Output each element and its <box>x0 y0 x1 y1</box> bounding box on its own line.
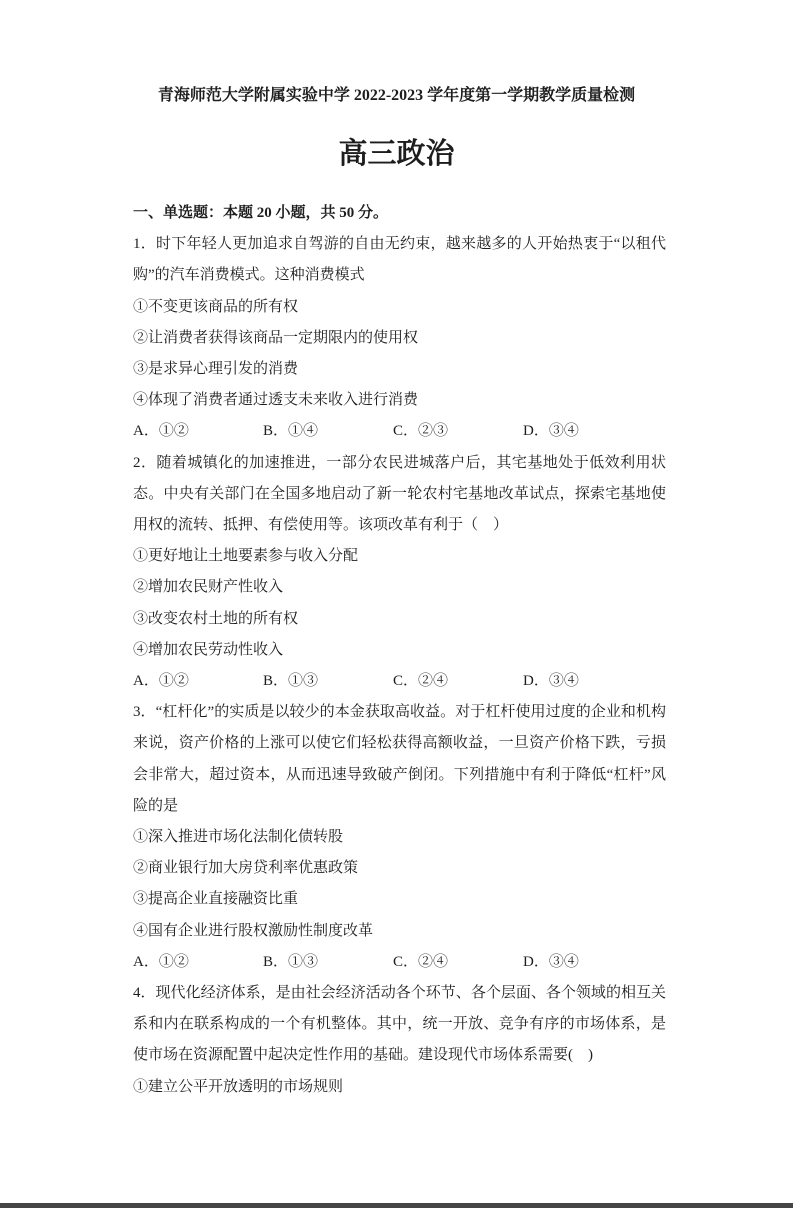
question-2-option-d: D．③④ <box>523 673 579 690</box>
question-3-option-d: D．③④ <box>523 953 579 970</box>
section-header: 一、单选题：本题 20 小题，共 50 分。 <box>133 205 389 221</box>
school-header: 青海师范大学附属实验中学 2022-2023 学年度第一学期教学质量检测 <box>157 87 636 104</box>
question-1-option-a: A．①② <box>133 423 189 440</box>
question-1 <box>133 229 666 447</box>
question-2-item-1: ①更好地让土地要素参与收入分配 <box>133 548 359 565</box>
question-1-option-c: C．②③ <box>393 423 449 440</box>
exam-title: 高三政治 <box>338 138 455 170</box>
question-1-option-b: B．①④ <box>263 423 319 440</box>
question-2 <box>133 448 666 698</box>
page-boundary-bar <box>0 1203 793 1208</box>
question-3-option-a: A．①② <box>133 953 189 970</box>
question-2-options <box>133 666 666 697</box>
question-1-item-2: ②让消费者获得该商品一定期限内的使用权 <box>133 329 419 346</box>
question-3-item-3: ③提高企业直接融资比重 <box>133 891 299 908</box>
question-3-option-b: B．①③ <box>263 953 319 970</box>
question-4-item-1: ①建立公平开放透明的市场规则 <box>133 1078 344 1095</box>
question-3-options <box>133 947 666 978</box>
question-1-item-4: ④体现了消费者通过透支未来收入进行消费 <box>133 392 419 409</box>
question-3-item-4: ④国有企业进行股权激励性制度改革 <box>133 922 374 939</box>
question-2-item-3: ③改变农村土地的所有权 <box>133 610 299 627</box>
question-1-stem: 1．时下年轻人更加追求自驾游的自由无约束，越来越多的人开始热衷于“以租代购”的汽车消费模式。这种消费模式 <box>133 236 666 284</box>
question-3-item-1: ①深入推进市场化法制化债转股 <box>133 829 344 846</box>
question-2-option-a: A．①② <box>133 673 189 690</box>
question-2-option-b: B．①③ <box>263 673 319 690</box>
question-1-item-3: ③是求异心理引发的消费 <box>133 361 299 378</box>
question-3-item-2: ②商业银行加大房贷利率优惠政策 <box>133 860 359 877</box>
exam-content <box>133 198 666 1103</box>
question-1-item-1: ①不变更该商品的所有权 <box>133 298 299 315</box>
question-1-options <box>133 416 666 447</box>
question-2-option-c: C．②④ <box>393 673 449 690</box>
question-2-stem: 2．随着城镇化的加速推进，一部分农民进城落户后，其宅基地处于低效利用状态。中央有关部门在全国多地启动了新一轮农村宅基地改革试点，探索宅基地使用权的流转、抵押、有偿使用等。该项改革有利于（ ） <box>133 454 666 534</box>
question-3-option-c: C．②④ <box>393 953 449 970</box>
question-3 <box>133 697 666 978</box>
question-4 <box>133 978 666 1103</box>
question-2-item-4: ④增加农民劳动性收入 <box>133 641 284 658</box>
question-4-stem: 4．现代化经济体系，是由社会经济活动各个环节、各个层面、各个领域的相互关系和内在联系构成的一个有机整体。其中，统一开放、竞争有序的市场体系，是使市场在资源配置中起决定性作用的基础。建设现代市场体系需要( ) <box>133 985 666 1064</box>
question-3-stem: 3．“杠杆化”的实质是以较少的本金获取高收益。对于杠杆使用过度的企业和机构来说，资产价格的上涨可以使它们轻松获得高额收益，一旦资产价格下跌，亏损会非常大，超过资本，从而迅速导致破产倒闭。下列措施中有利于降低“杠杆”风险的是 <box>133 704 666 814</box>
question-1-option-d: D．③④ <box>523 423 579 440</box>
question-2-item-2: ②增加农民财产性收入 <box>133 579 284 596</box>
